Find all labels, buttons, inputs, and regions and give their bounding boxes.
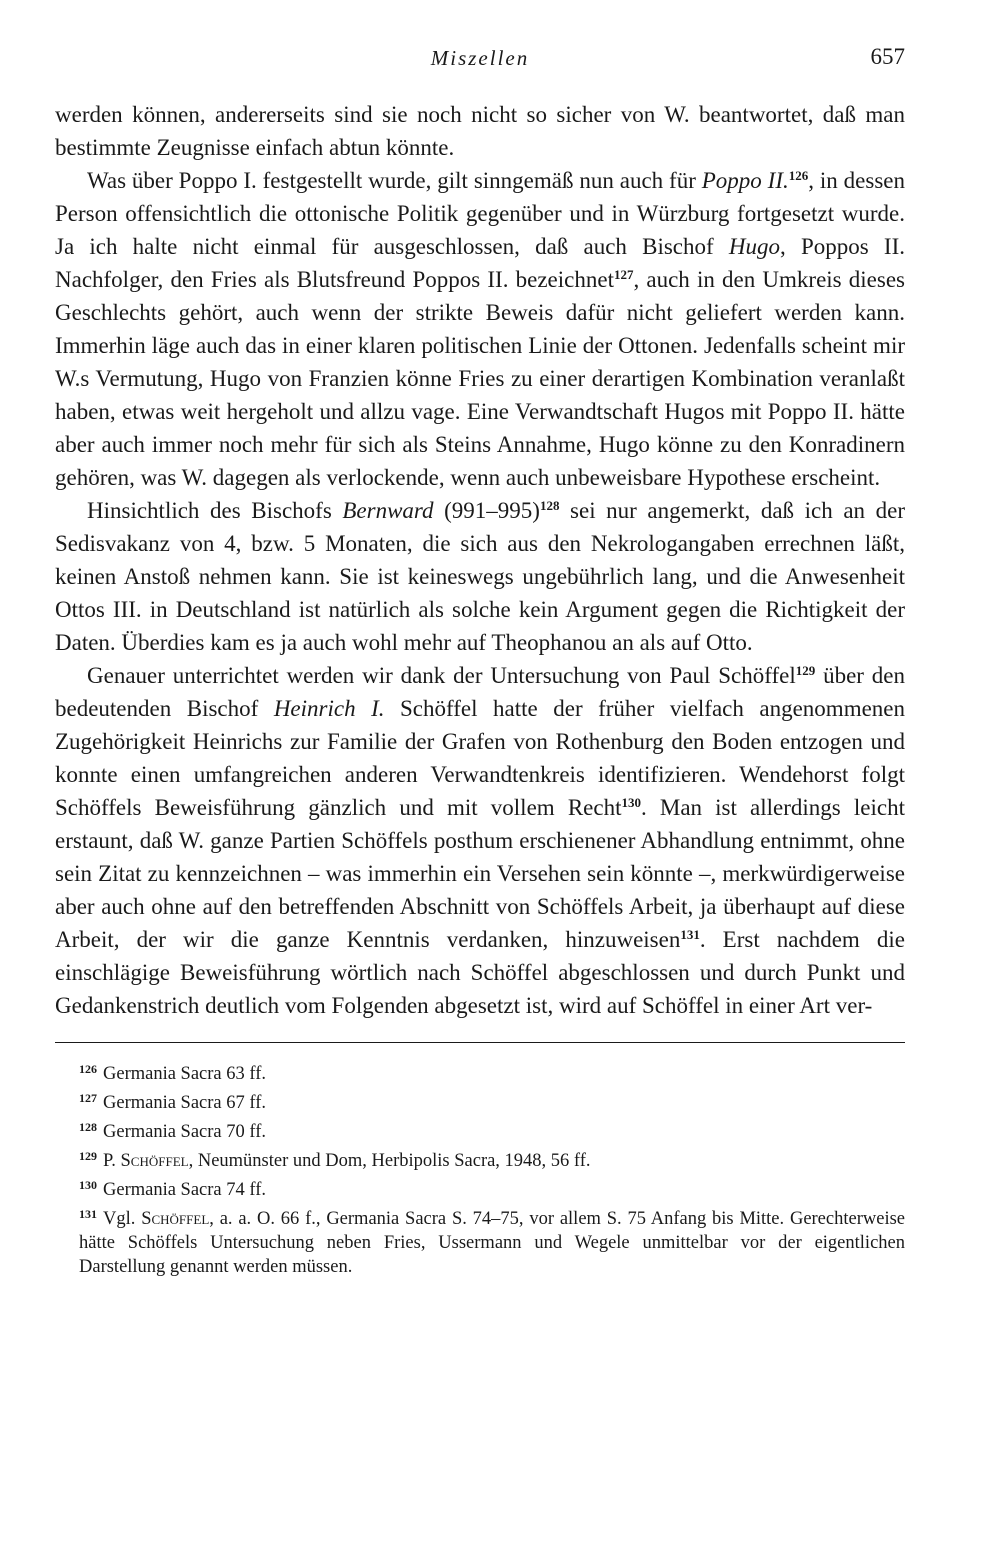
text-segment: sei nur angemerkt, daß ich an der Sedisvakanz von 4, bzw. 5 Monaten, die sich aus den Nekrologangaben errechnen läßt, keinen Anstoß nehmen kann. Sie ist keineswegs ungebührlich lang, und die Anwesenheit Ottos III. in Deutschland ist natürlich als solche kein Argument gegen die Richtigkeit der Daten. Überdies kam es ja auch wohl mehr auf Theophanou an als auf Otto. [55, 498, 905, 655]
text-segment: Germania Sacra 70 ff. [103, 1122, 267, 1142]
author-name: Schöffel [141, 1209, 210, 1229]
text-segment: (991–995) [433, 498, 540, 523]
text-segment: . Man ist allerdings leicht erstaunt, daß W. ganze Partien Schöffels posthum erschienener Abhandlung entnimmt, ohne sein Zitat zu kennzeichnen – was immerhin ein Versehen sein könnte –, merkwürdigerweise aber auch ohne auf den betreffenden Abschnitt von Schöffels Arbeit, ja überhaupt auf diese Arbeit, der wir die ganze Kenntnis verdanken, hinzuweisen [55, 795, 905, 952]
text-segment: werden können, andererseits sind sie noch nicht so sicher von W. beantwortet, daß man bestimmte Zeugnisse einfach abtun könnte. [55, 102, 905, 160]
footnote [55, 1202, 905, 1279]
footnotes [55, 1057, 905, 1279]
footnote [55, 1086, 905, 1115]
page-number: 657 [870, 44, 905, 69]
footnote [55, 1115, 905, 1144]
running-title: Miszellen [430, 46, 530, 70]
text-segment: Germania Sacra 67 ff. [103, 1093, 267, 1113]
text-segment: , a. a. O. 66 f., Germania Sacra S. 74–75, vor allem S. 75 Anfang bis Mitte. Gerechterweise hätte Schöffels Untersuchung neben Fries, Ussermann und Wegele unmittelbar vor der eigentlichen Darstellung genannt werden müssen. [79, 1209, 905, 1277]
paragraph [55, 494, 905, 659]
footnote-number: 126 [79, 1062, 97, 1076]
paragraph [55, 164, 905, 494]
text-segment: , Neumünster und Dom, Herbipolis Sacra, 1948, 56 ff. [188, 1151, 591, 1171]
footnote [55, 1173, 905, 1202]
footnote-number: 127 [79, 1091, 97, 1105]
document-page [55, 42, 905, 1279]
footnote-number: 130 [79, 1178, 97, 1192]
footnote-reference: 127 [613, 267, 634, 282]
footnote [55, 1144, 905, 1173]
footnote-reference: 130 [621, 795, 641, 810]
text-segment: , in dessen Person offensichtlich die ottonische Politik gegenüber und in Würzburg fortgesetzt wurde. Ja ich halte nicht einmal für ausgeschlossen, daß auch Bischof [55, 168, 905, 259]
text-segment: Vgl. [103, 1209, 142, 1229]
footnote-reference: 129 [795, 663, 816, 678]
text-segment: über den bedeutenden Bischof [55, 663, 905, 721]
body-text [55, 98, 905, 1022]
text-segment: Schöffel hatte der früher vielfach angenommenen Zugehörigkeit Heinrichs zur Familie der Grafen von Rothenburg den Boden entzogen und konnte einen umfangreichen anderen Verwandtenkreis identifizieren. Wendehorst folgt Schöffels Beweisführung gänzlich und mit vollem Recht [55, 696, 906, 820]
text-segment: Genauer unterrichtet werden wir dank der Untersuchung von Paul Schöffel [87, 663, 796, 688]
footnote [55, 1057, 905, 1086]
footnote-number: 131 [79, 1207, 97, 1221]
italic-text: Hugo [728, 234, 781, 259]
text-segment: P. [103, 1151, 121, 1171]
text-segment: Germania Sacra 63 ff. [103, 1064, 267, 1084]
text-segment: , Poppos II. Nachfolger, den Fries als Blutsfreund Poppos II. bezeichnet [55, 234, 905, 292]
text-segment: Germania Sacra 74 ff. [103, 1180, 267, 1200]
footnote-number: 128 [79, 1120, 97, 1134]
footnote-reference: 126 [788, 168, 809, 183]
paragraph [55, 98, 905, 164]
footnote-reference: 128 [539, 498, 560, 513]
footnote-reference: 131 [680, 927, 700, 942]
italic-text: Bernward [342, 498, 434, 523]
footnote-number: 129 [79, 1149, 97, 1163]
italic-text: Heinrich I. [273, 696, 385, 721]
text-segment: . Erst nachdem die einschlägige Beweisführung wörtlich nach Schöffel abgeschlossen und durch Punkt und Gedankenstrich deutlich vom Folgenden abgesetzt ist, wird auf Schöffel in einer Art ver- [55, 927, 906, 1018]
page-header [55, 42, 905, 82]
paragraph [55, 659, 905, 1022]
text-segment: , auch in den Umkreis dieses Geschlechts gehört, auch wenn der strikte Beweis dafür nicht geliefert werden kann. Immerhin läge auch das in einer klaren politischen Linie der Ottonen. Jedenfalls scheint mir W.s Vermutung, Hugo von Franzien könne Fries zu einer derartigen Kombination veranlaßt haben, etwas weit hergeholt und allzu vage. Eine Verwandtschaft Hugos mit Poppo II. hätte aber auch immer noch mehr für sich als Steins Annahme, Hugo könne zu den Konradinern gehören, was W. dagegen als verlockende, wenn auch unbeweisbare Hypothese erscheint. [55, 267, 906, 490]
italic-text: Poppo II. [701, 168, 789, 193]
footnote-divider [55, 1042, 905, 1043]
text-segment: Hinsichtlich des Bischofs [87, 498, 343, 523]
text-segment: Was über Poppo I. festgestellt wurde, gilt sinngemäß nun auch für [87, 168, 702, 193]
author-name: Schöffel [120, 1151, 189, 1171]
